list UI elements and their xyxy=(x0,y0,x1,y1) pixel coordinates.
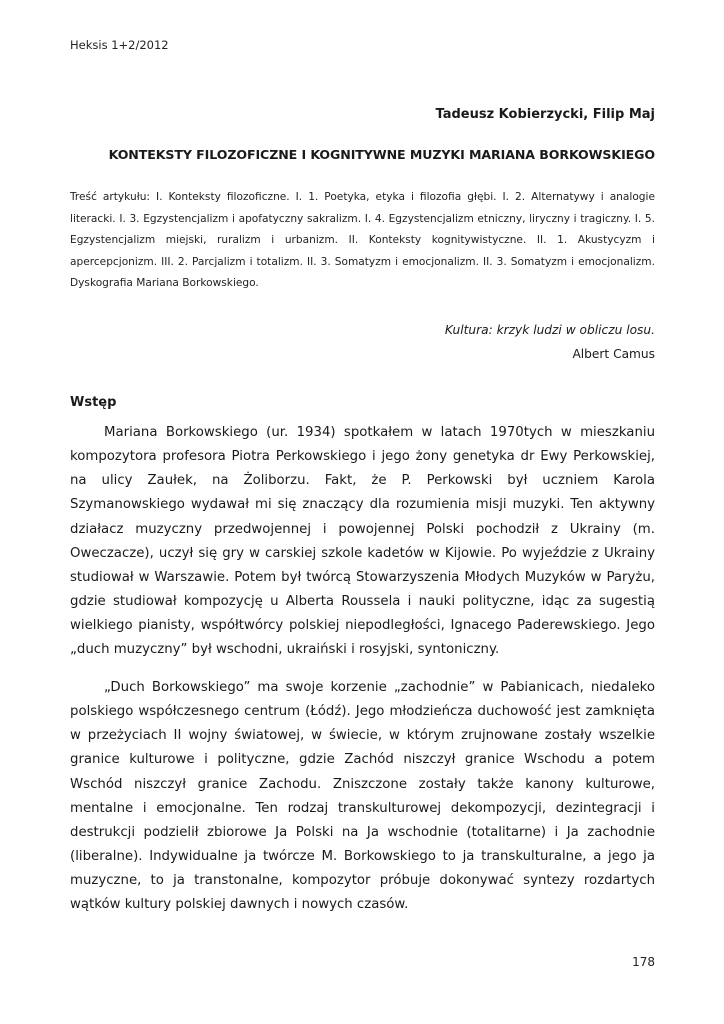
paragraph-text: Mariana Borkowskiego (ur. 1934) spotkałem w latach 1970tych w mieszkaniu kompozytora profesora Piotra Perkowskiego i jego żony genetyka dr Ewy Perkowskiej, na ulicy Zaułek, na Żoliborzu. Fakt, że P. Perkowski był uczniem Karola Szymanowskiego wydawał mi się znaczący dla rozumienia misji muzyki. Ten aktywny działacz muzyczny przedwojennej i powojennej Polski pochodził z Ukrainy (m. Oweczacze), uczył się gry w carskiej szkole kadetów w Kijowie. Po wyjeździe z Ukrainy studiował w Warszawie. Potem był twórcą Stowarzyszenia Młodych Muzyków w Paryżu, gdzie studiował kompozycję u Alberta Roussela i nauki polityczne, idąc za sugestią wielkiego pianisty, współtwórcy polskiej niepodległości, Ignacego Paderewskiego. Jego „duch muzyczny” był wschodni, ukraiński i rosyjski, syntoniczny. xyxy=(70,425,655,658)
body-paragraph-2 xyxy=(70,676,655,918)
motto-quote: Kultura: krzyk ludzi w obliczu losu. xyxy=(444,323,655,337)
page-number: 178 xyxy=(632,955,655,969)
article-title: KONTEKSTY FILOZOFICZNE I KOGNITYWNE MUZYKI MARIANA BORKOWSKIEGO xyxy=(108,147,655,162)
section-heading: Wstęp xyxy=(70,395,117,410)
journal-header: Heksis 1+2/2012 xyxy=(70,38,169,52)
motto-author: Albert Camus xyxy=(572,347,655,361)
document-page xyxy=(70,0,655,1024)
article-authors: Tadeusz Kobierzycki, Filip Maj xyxy=(435,107,655,122)
paragraph-text: „Duch Borkowskiego” ma swoje korzenie „zachodnie” w Pabianicach, niedaleko polskiego współczesnego centrum (Łódź). Jego młodzieńcza duchowość jest zamknięta w przeżyciach II wojny światowej, w świecie, w którym zrujnowane zostały wszelkie granice kulturowe i polityczne, gdzie Zachód niszczył granice Wschodu a potem Wschód niszczył granice Zachodu. Zniszczone zostały także kanony kulturowe, mentalne i emocjonalne. Ten rodzaj transkulturowej dekompozycji, dezintegracji i destrukcji podzielił zbiorowe Ja Polski na Ja wschodnie (totalitarne) i Ja zachodnie (liberalne). Indywidualne ja twórcze M. Borkowskiego to ja transkulturalne, a jego ja muzyczne, to ja transtonalne, kompozytor próbuje dokonywać syntezy rozdartych wątków kultury polskiej dawnych i nowych czasów. xyxy=(70,680,655,913)
article-contents: Treść artykułu: I. Konteksty filozoficzne. I. 1. Poetyka, etyka i filozofia głębi. I. 2. Alternatywy i analogie literacki. I. 3. Egzystencjalizm i apofatyczny sakralizm. I. 4. Egzystencjalizm etniczny, liryczny i tragiczny. I. 5. Egzystencjalizm miejski, ruralizm i urbanizm. II. Konteksty kognitywistyczne. II. 1. Akustycyzm i apercepcjonizm. III. 2. Parcjalizm i totalizm. II. 3. Somatyzm i emocjonalizm. II. 3. Somatyzm i emocjonalizm. Dyskografia Mariana Borkowskiego. xyxy=(70,191,655,289)
motto xyxy=(445,318,655,366)
body-paragraph-1 xyxy=(70,421,655,663)
